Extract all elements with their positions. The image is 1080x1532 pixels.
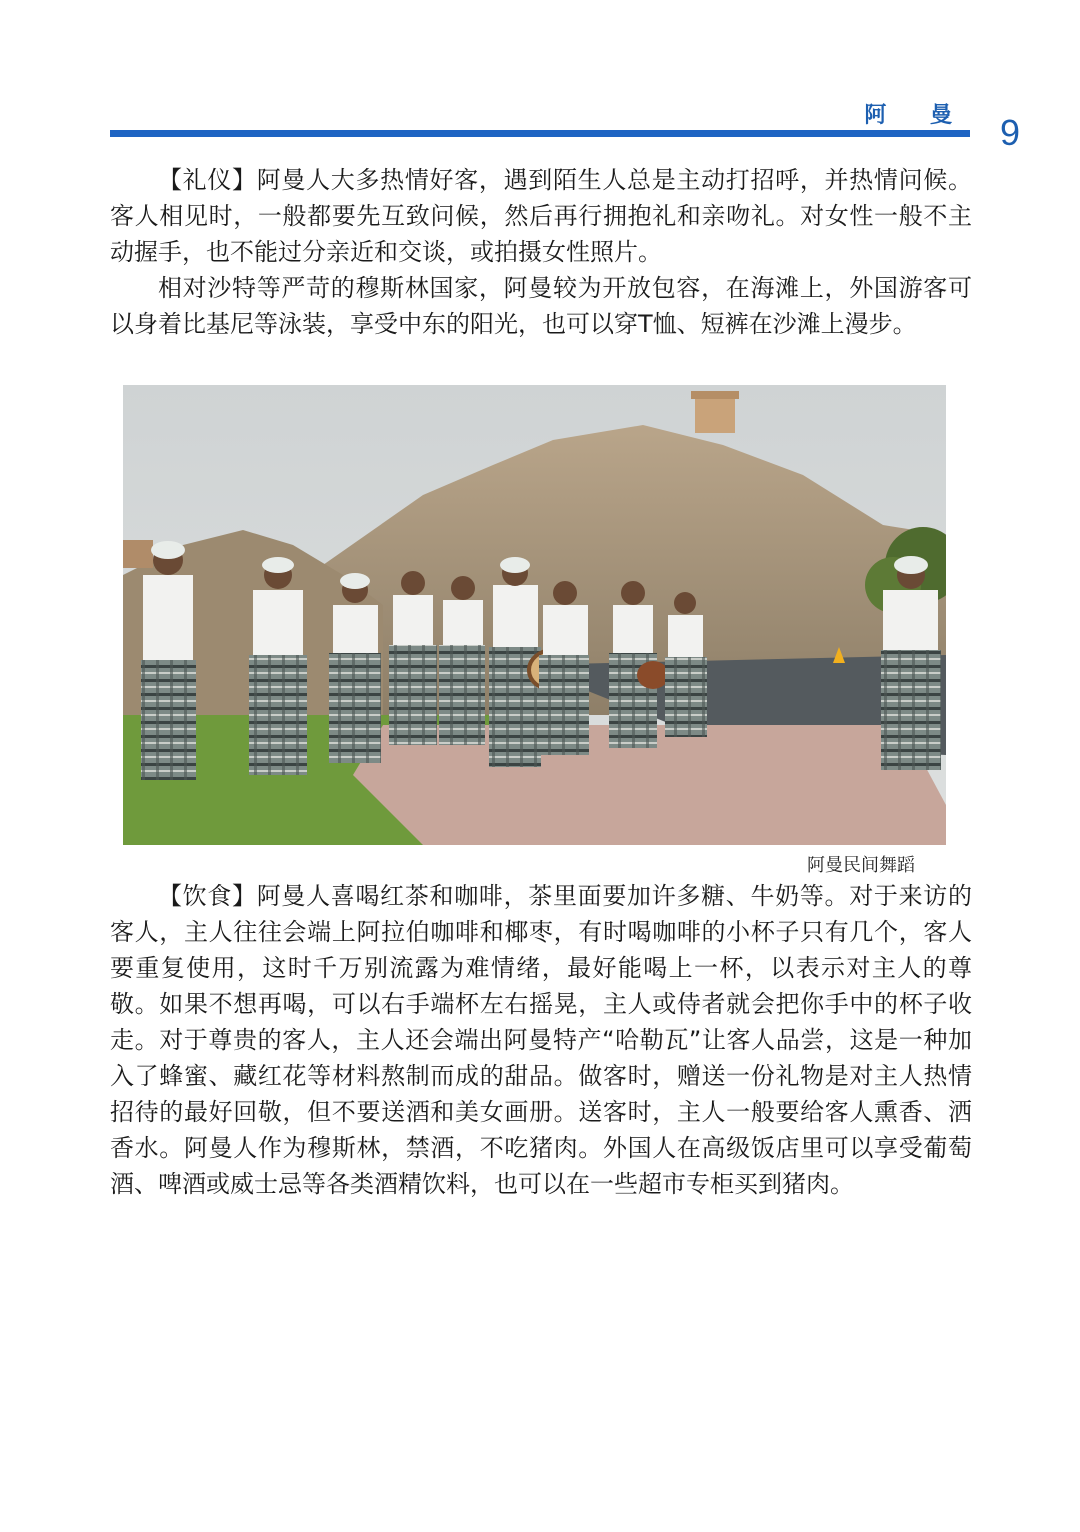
folk-dance-photo	[123, 385, 946, 845]
page-number: 9	[1000, 112, 1021, 153]
header-rule	[110, 130, 970, 137]
paragraph-etiquette: 【礼仪】阿曼人大多热情好客，遇到陌生人总是主动打招呼，并热情问候。客人相见时，一般都要先互致问候，然后再行拥抱礼和亲吻礼。对女性一般不主动握手，也不能过分亲近和交谈，或拍摄女性照片。	[110, 166, 972, 266]
paragraph-openness: 相对沙特等严苛的穆斯林国家，阿曼较为开放包容，在海滩上，外国游客可以身着比基尼等泳装，享受中东的阳光，也可以穿T恤、短裤在沙滩上漫步。	[110, 274, 972, 338]
paragraph-diet: 【饮食】阿曼人喜喝红茶和咖啡，茶里面要加许多糖、牛奶等。对于来访的客人，主人往往会端上阿拉伯咖啡和椰枣，有时喝咖啡的小杯子只有几个，客人要重复使用，这时千万别流露为难情绪，最好能喝上一杯，以表示对主人的尊敬。如果不想再喝，可以右手端杯左右摇晃，主人或侍者就会把你手中的杯子收走。对于尊贵的客人，主人还会端出阿曼特产“哈勒瓦”让客人品尝，这是一种加入了蜂蜜、藏红花等材料熬制而成的甜品。做客时，赠送一份礼物是对主人热情招待的最好回敬，但不要送酒和美女画册。送客时，主人一般要给客人熏香、洒香水。阿曼人作为穆斯林，禁酒，不吃猪肉。外国人在高级饭店里可以享受葡萄酒、啤酒或威士忌等各类酒精饮料，也可以在一些超市专柜买到猪肉。	[110, 882, 972, 1198]
photo-caption: 阿曼民间舞蹈	[807, 855, 915, 876]
header-title: 阿 曼	[864, 103, 970, 128]
